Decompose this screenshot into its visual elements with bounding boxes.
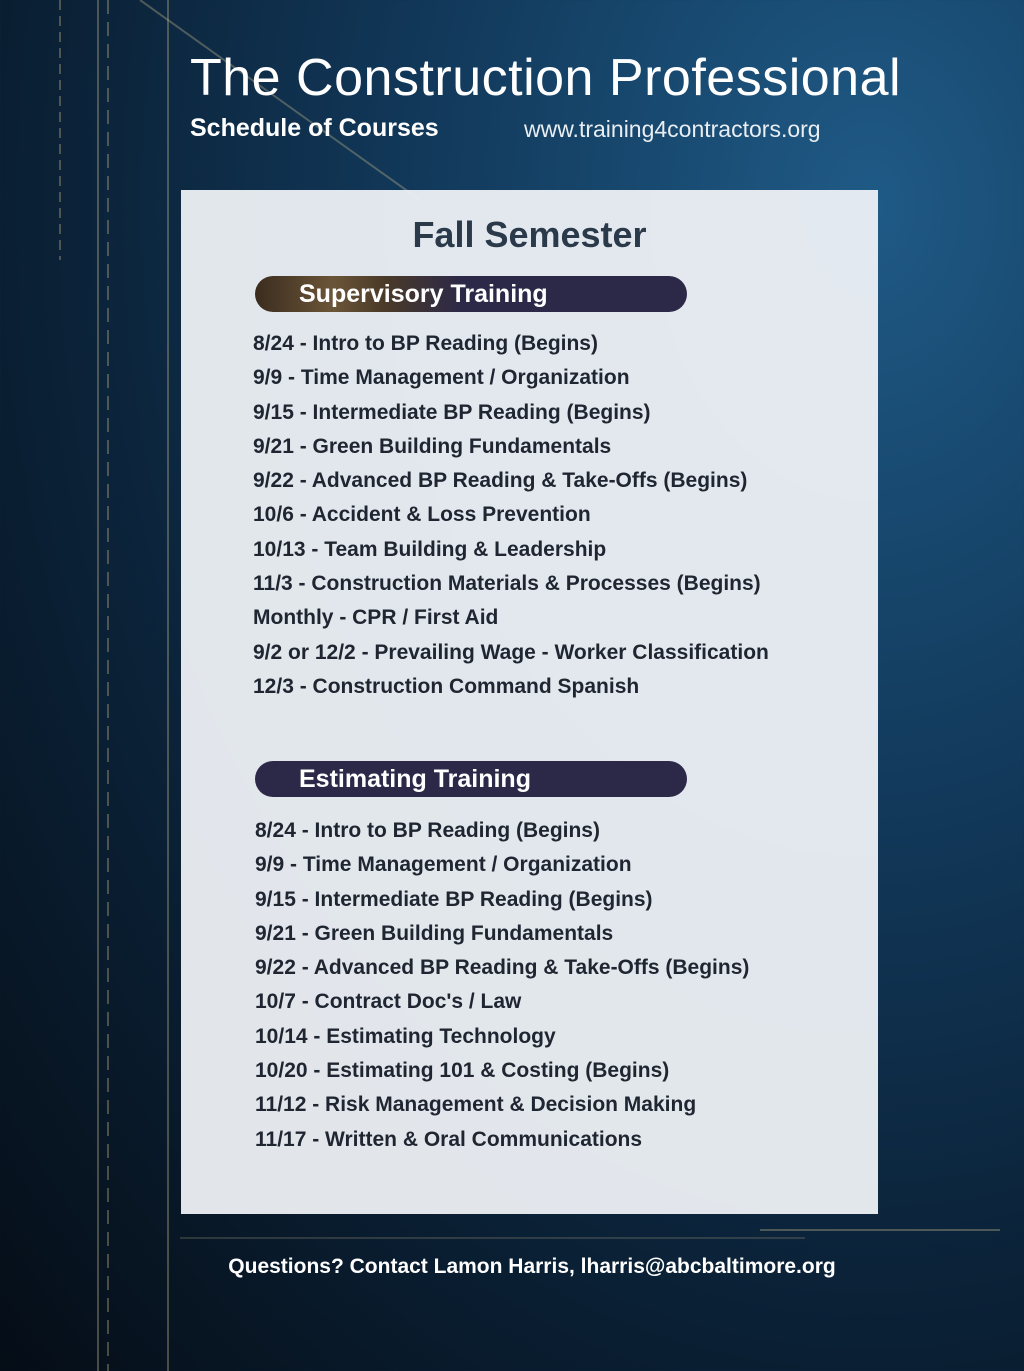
course-item: 9/22 - Advanced BP Reading & Take-Offs (Begins) xyxy=(253,469,748,493)
course-item: 8/24 - Intro to BP Reading (Begins) xyxy=(255,819,600,842)
course-item: 9/15 - Intermediate BP Reading (Begins) xyxy=(255,887,653,911)
page-subtitle: Schedule of Courses xyxy=(190,114,439,142)
course-item: 9/9 - Time Management / Organization xyxy=(255,853,632,877)
section-header-supervisory: Supervisory Training xyxy=(255,276,687,312)
semester-title: Fall Semester xyxy=(412,214,647,255)
course-item: 10/6 - Accident & Loss Prevention xyxy=(253,503,591,527)
estimating-course-list xyxy=(255,814,749,1157)
course-item: 11/3 - Construction Materials & Processes (Begins) xyxy=(253,572,761,596)
course-item: 9/15 - Intermediate BP Reading (Begins) xyxy=(253,400,651,424)
section-header-estimating: Estimating Training xyxy=(255,761,687,797)
course-item: 9/9 - Time Management / Organization xyxy=(253,366,630,390)
course-item: 11/12 - Risk Management & Decision Making xyxy=(255,1093,697,1117)
supervisory-course-list xyxy=(253,327,769,704)
course-item: 9/21 - Green Building Fundamentals xyxy=(255,921,614,945)
schedule-panel xyxy=(181,190,878,1214)
course-item: 10/7 - Contract Doc's / Law xyxy=(255,990,522,1014)
course-item: 11/17 - Written & Oral Communications xyxy=(255,1127,643,1151)
course-item: 9/21 - Green Building Fundamentals xyxy=(253,434,612,458)
contact-footer: Questions? Contact Lamon Harris, lharris@abcbaltimore.org xyxy=(228,1255,836,1278)
website-url[interactable]: www.training4contractors.org xyxy=(524,116,821,142)
course-item: 10/14 - Estimating Technology xyxy=(255,1024,556,1048)
course-item: 10/13 - Team Building & Leadership xyxy=(253,537,607,561)
course-item: 8/24 - Intro to BP Reading (Begins) xyxy=(253,332,598,355)
course-item: 10/20 - Estimating 101 & Costing (Begins) xyxy=(255,1059,670,1083)
page-title: The Construction Professional xyxy=(190,49,902,107)
course-item: Monthly - CPR / First Aid xyxy=(253,606,499,630)
course-item: 9/22 - Advanced BP Reading & Take-Offs (Begins) xyxy=(255,956,750,980)
course-item: 9/2 or 12/2 - Prevailing Wage - Worker Classification xyxy=(253,640,769,664)
course-item: 12/3 - Construction Command Spanish xyxy=(253,674,640,698)
